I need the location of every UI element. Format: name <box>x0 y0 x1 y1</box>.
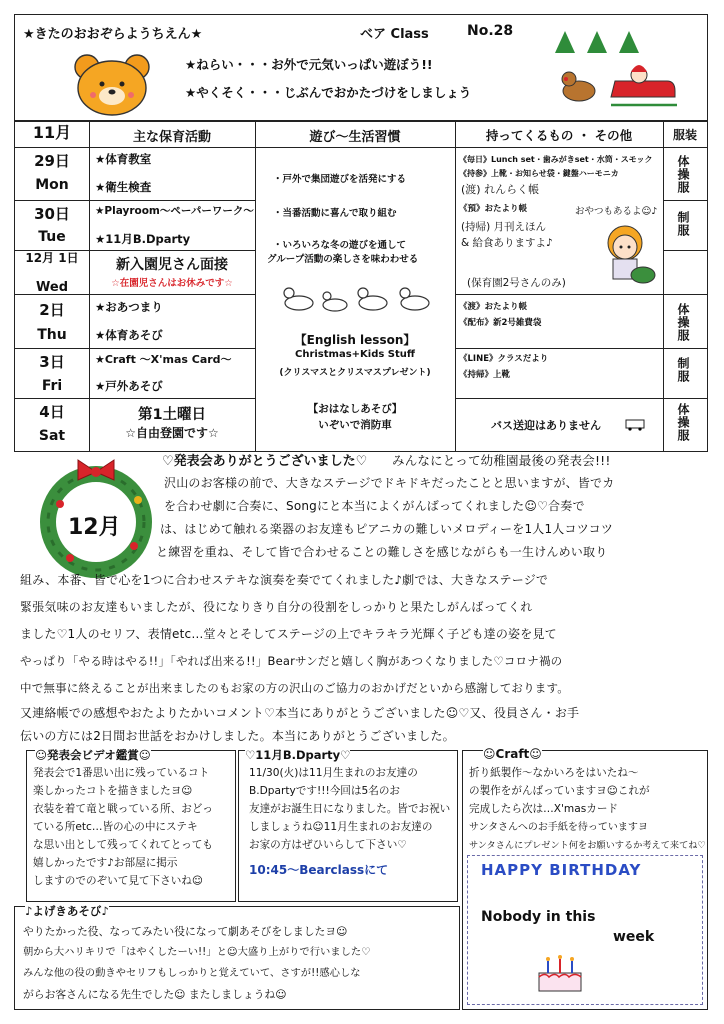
happy-birthday-banner: HAPPY BIRTHDAY <box>481 861 642 879</box>
activity-pe-play: ★体育あそび <box>95 328 163 342</box>
ducks-illustration <box>277 277 447 315</box>
activity-outdoor: ★戸外あそび <box>95 379 163 393</box>
craft-line-1: の製作をがんばっていますヨ☺これが <box>469 785 650 797</box>
month-header: 11月 <box>32 123 72 142</box>
activity-interview: 新入園児さん面接 <box>116 257 228 273</box>
party-line-4: お家の方はぜひいらして下さい♡ <box>249 839 407 851</box>
bring-snack-note: おやつもあるよ☺♪ <box>575 206 658 217</box>
play-item-3: ・いろいろな冬の遊びを通して <box>273 240 407 251</box>
birthday-cake-icon <box>533 951 587 997</box>
date-dec-1: 12月 1日 <box>25 251 79 265</box>
date-2: 2日 <box>39 301 65 319</box>
tree-icon <box>619 31 639 53</box>
bring-picture-book: (持帰) 月刊えほん <box>461 221 547 233</box>
dow-fri: Fri <box>41 378 63 394</box>
santa-sleigh-illustration <box>555 59 685 115</box>
week-text: week <box>613 929 655 945</box>
drama-line-3: がらお客さんになる先生でした☺ またしましょうね☺ <box>23 988 287 1001</box>
drama-line-2: みんな他の役の動きやセリフもしっかりと覚えていて、さすが!!感心しな <box>23 967 361 979</box>
video-line-5: 嬉しかったです♪お部屋に掲示 <box>33 857 178 869</box>
craft-line-4: サンタさんにプレゼント何をお願いするか考えて来てね♡ <box>469 840 706 851</box>
tree-icon <box>587 31 607 53</box>
recital-line-6: 緊張気味のお友達もいましたが、役になりきり自分の役割をしっかりと果たしがんばってくれ <box>20 600 533 614</box>
video-line-2: 衣装を着て竜と戦っている所、おどっ <box>33 803 213 815</box>
english-lesson-topic: Christmas+Kids Stuff <box>294 349 416 360</box>
girl-eating-illustration <box>595 219 659 291</box>
birthday-party-box <box>238 750 458 902</box>
activity-hygiene: ★衛生検査 <box>95 180 152 194</box>
party-time-location: 10:45～Bearclassにて <box>249 863 389 877</box>
craft-line-3: サンタさんへのお手紙を待っていますヨ <box>469 822 648 833</box>
bring-letter-book: 《預》おたより帳 <box>459 204 528 214</box>
play-item-2: ・当番活動に喜んで取り組む <box>273 208 397 219</box>
date-3: 3日 <box>39 353 65 371</box>
story-title: 【おはなしあそび】 <box>307 403 403 415</box>
english-lesson-title: 【English lesson】 <box>294 333 416 347</box>
bring-nursery-note: (保育園2号さんのみ) <box>467 277 566 289</box>
craft-box-title: ☺Craft☺ <box>483 747 542 761</box>
aim-text: ★ねらい・・・お外で元気いっぱい遊ぼう!! <box>185 57 433 72</box>
bring-header: 持ってくるもの ・ その他 <box>485 128 633 143</box>
bring-daily: 《毎日》Lunch set・歯みがきset・水筒・スモック <box>459 155 653 164</box>
wreath-month-label: 12月 <box>68 515 121 540</box>
class-label: ベア Class <box>360 27 429 42</box>
bring-fee-bag: 《配布》新2号雑費袋 <box>459 318 542 328</box>
recital-line-9: 中で無事に終えることが出来ましたのもお家の方の沢山のご協力のおかげだといから感謝しております。 <box>20 681 569 695</box>
bring-lunch-note: & 給食ありますよ♪ <box>461 237 553 249</box>
recital-line-11: 伝いの方には2日間お世話をおかけしました。本当にありがとうございました。 <box>20 729 455 743</box>
party-line-3: しましょうね☺11月生まれのお友達の <box>249 821 433 833</box>
date-29: 29日 <box>34 152 70 170</box>
bring-carry: 《持参》上靴・お知らせ袋・鍵盤ハーモニカ <box>459 169 619 178</box>
date-30: 30日 <box>34 205 70 223</box>
schedule-table <box>14 120 708 452</box>
video-line-4: な思い出として残ってくれてとっても <box>33 839 213 851</box>
craft-box <box>462 747 708 1010</box>
activity-playroom: ★Playroom～ペーパーワーク～ <box>95 205 254 217</box>
play-header: 遊び～生活習慣 <box>309 130 401 145</box>
clothes-row6: 体操服 <box>676 403 690 442</box>
recital-line-3: は、はじめて触れる楽器のお友達もピアニカの難しいメロディーを1人1人コツコツ <box>160 522 614 536</box>
party-line-0: 11/30(火)は11月生まれのお友達の <box>249 767 418 779</box>
recital-line-10: 又連絡帳での感想やおたよりたかいコメント♡本当にありがとうございました☺♡又、役員さん・お手 <box>20 706 580 720</box>
drama-play-box <box>14 906 460 1010</box>
activity-craft: ★Craft ～X'mas Card～ <box>95 353 232 366</box>
video-box-title: ☺発表会ビデオ鑑賞☺ <box>35 748 151 762</box>
bring-shoes: 《持帰》上靴 <box>459 370 511 380</box>
activity-free-attendance: ☆自由登園です☆ <box>125 426 219 440</box>
clothes-row5: 制服 <box>676 357 690 383</box>
bear-face-illustration <box>71 51 153 117</box>
date-4: 4日 <box>39 403 65 421</box>
drama-box-title: ♪よげきあそび♪ <box>25 904 109 918</box>
bus-icon <box>625 419 645 431</box>
bring-return-letter: 《渡》おたより帳 <box>459 302 528 312</box>
activity-gathering: ★おあつまり <box>95 300 163 314</box>
dow-tue: Tue <box>38 229 66 245</box>
clothes-row2: 制服 <box>676 211 690 237</box>
clothes-row1: 体操服 <box>676 155 690 194</box>
tree-icon <box>555 31 575 53</box>
activity-pe: ★体育教室 <box>95 152 152 166</box>
craft-line-0: 折り紙製作～なかいろをはいたね～ <box>469 767 639 779</box>
nobody-this-text: Nobody in this <box>481 909 596 925</box>
party-line-2: 友達がお誕生日になりました。皆でお祝い <box>249 803 451 815</box>
recital-title: ♡発表会ありがとうございました♡ <box>162 454 368 469</box>
party-box-title: ♡11月B.Dparty♡ <box>245 748 351 762</box>
recital-line-2: を合わせ劇に合奏に、Songにと本当によくがんばってくれました☺♡合奏で <box>164 499 585 513</box>
dow-sat: Sat <box>38 428 66 444</box>
drama-line-0: やりたかった役、なってみたい役になって劇あそびをしましたヨ☺ <box>23 925 348 938</box>
video-line-0: 発表会で1番思い出に残っているコト <box>33 767 210 779</box>
recital-line-5: 組み、本番、皆で心を1つに合わせステキな演奏を奏でてくれました♪劇では、大きなステージで <box>20 573 549 587</box>
recital-line-1: 沢山のお客様の前で、大きなステージでドキドキだったことと思いますが、皆でカ <box>164 476 615 490</box>
recital-line-0: みんなにとって幼稚園最後の発表会!!! <box>392 453 611 468</box>
drama-line-1: 朝から大ハリキリで「はやくしたーい!!」と☺大盛り上がりで行いました♡ <box>23 946 371 958</box>
recital-line-4: と練習を重ね、そして皆で合わせることの難しさを感じながらも一生けんめい取り <box>156 545 608 559</box>
activity-first-saturday: 第1土曜日 <box>137 407 207 423</box>
dow-wed: Wed <box>36 280 68 295</box>
english-lesson-note: (クリスマスとクリスマスプレゼント) <box>279 368 431 378</box>
craft-line-2: 完成したら次は…X'masカード <box>469 803 619 815</box>
video-box <box>26 750 236 902</box>
activity-interview-note: ☆在園児さんはお休みです☆ <box>111 278 233 289</box>
video-line-3: ている所etc…皆の心の中にステキ <box>33 821 198 833</box>
bring-contact-book: (渡) れんらく帳 <box>461 183 540 196</box>
activity-header: 主な保育活動 <box>132 130 211 145</box>
issue-number: No.28 <box>467 23 514 39</box>
play-item-3b: グループ活動の楽しさを味わわせる <box>267 254 419 265</box>
video-line-1: 楽しかったコトを描きましたヨ☺ <box>33 785 193 797</box>
story-subtitle: いぞいで消防車 <box>318 419 392 431</box>
dow-mon: Mon <box>35 177 69 193</box>
no-bus-notice: バス送迎はありません <box>491 419 601 432</box>
promise-text: ★やくそく・・・じぶんでおかたづけをしましょう <box>185 85 472 100</box>
video-line-6: しますのでのぞいて見て下さいね☺ <box>33 875 203 887</box>
activity-bdparty: ★11月B.Dparty <box>95 232 191 246</box>
clothes-header: 服装 <box>672 128 697 142</box>
recital-line-7: ました♡1人のセリフ、表情etc…堂々とそしてステージの上でキラキラ光輝く子ども達の姿を見て <box>20 627 557 641</box>
header <box>14 14 708 122</box>
bring-line: 《LINE》クラスだより <box>459 354 549 364</box>
recital-line-8: やっぱり「やる時はやる!!」「やれば出来る!!」Bearサンだと嬉しく胸があつくなりました♡コロナ禍の <box>20 654 563 668</box>
school-name: ★きたのおおぞらようちえん★ <box>23 27 203 42</box>
play-item-1: ・戸外で集団遊びを活発にする <box>273 174 407 185</box>
dow-thu: Thu <box>37 327 67 343</box>
clothes-row4: 体操服 <box>676 303 690 342</box>
party-line-1: B.Dpartyです!!!今回は5名のお <box>249 785 401 797</box>
